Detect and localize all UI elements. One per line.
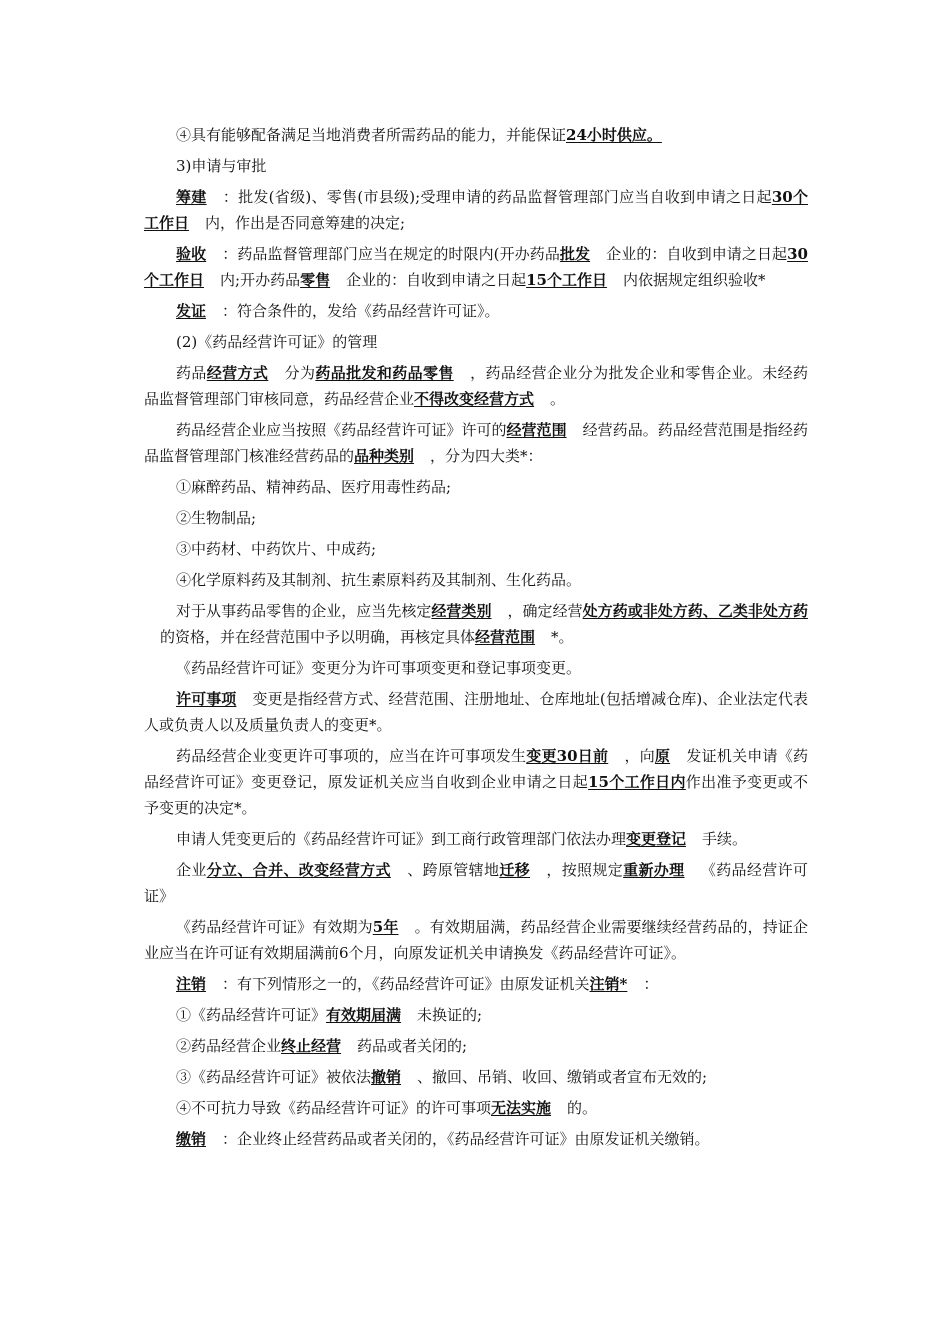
highlight-term: 品种类别 — [354, 447, 415, 465]
list-item: ①麻醉药品、精神药品、医疗用毒性药品; — [176, 478, 452, 496]
highlight-term: 24小时供应。 — [566, 126, 662, 144]
paragraph: 申请人凭变更后的《药品经营许可证》到工商行政管理部门依法办理变更登记 手续。 — [176, 830, 748, 848]
highlight-term: 30个工作日 — [144, 188, 808, 232]
paragraph: 注销 ：有下列情形之一的，《药品经营许可证》由原发证机关注销* ： — [176, 975, 659, 993]
highlight-term: 处方药或非处方药、乙类非处方药 — [582, 602, 808, 620]
highlight-term: 发证 — [176, 302, 207, 320]
list-item: ②生物制品; — [176, 509, 257, 527]
list-item: ③《药品经营许可证》被依法撤销 、撤回、吊销、收回、缴销或者宣布无效的; — [176, 1068, 708, 1086]
paragraph: 缴销 ：企业终止经营药品或者关闭的，《药品经营许可证》由原发证机关缴销。 — [176, 1130, 710, 1148]
highlight-term: 撤销 — [371, 1068, 402, 1086]
highlight-term: 注销* — [589, 975, 628, 993]
highlight-term: 许可事项 — [176, 690, 237, 708]
list-item: ①《药品经营许可证》有效期届满 未换证的; — [176, 1006, 483, 1024]
highlight-term: 筹建 — [176, 188, 207, 206]
paragraph: 药品经营企业变更许可事项的，应当在许可事项发生变更30日前 ，向原 发证机关申请《药品经营许可证》变更登记，原发证机关应当自收到企业申请之日起15个工作日内作出准予变更或不予变更的决定*。 — [144, 747, 808, 817]
paragraph: 《药品经营许可证》有效期为5年 。有效期届满，药品经营企业需要继续经营药品的，持证企业应当在许可证有效期届满前6个月，向原发证机关申请换发《药品经营许可证》。 — [144, 918, 808, 962]
highlight-term: 5年 — [372, 918, 399, 936]
highlight-term: 注销 — [176, 975, 207, 993]
highlight-term: 验收 — [176, 245, 207, 263]
paragraph: 发证 ：符合条件的，发给《药品经营许可证》。 — [176, 302, 500, 320]
paragraph: 《药品经营许可证》变更分为许可事项变更和登记事项变更。 — [176, 659, 582, 677]
paragraph: 企业分立、合并、改变经营方式 、跨原管辖地迁移 ，按照规定重新办理 《药品经营许可证》 — [144, 861, 808, 905]
list-item: ④不可抗力导致《药品经营许可证》的许可事项无法实施 的。 — [176, 1099, 598, 1117]
highlight-term: 重新办理 — [623, 861, 685, 879]
highlight-term: 不得改变经营方式 — [414, 390, 535, 408]
highlight-term: 终止经营 — [281, 1037, 342, 1055]
section-heading: 3)申请与审批 — [176, 157, 267, 175]
paragraph: 药品经营方式 分为药品批发和药品零售 ，药品经营企业分为批发企业和零售企业。未经药品监督管理部门审核同意，药品经营企业不得改变经营方式 。 — [144, 364, 808, 408]
highlight-term: 经营范围 — [506, 421, 567, 439]
highlight-term: 分立、合并、改变经营方式 — [206, 861, 391, 879]
highlight-term: 变更登记 — [626, 830, 687, 848]
highlight-term: 15个工作日 — [526, 271, 607, 289]
highlight-term: 无法实施 — [491, 1099, 552, 1117]
highlight-term: 经营范围 — [475, 628, 536, 646]
paragraph: 筹建 ：批发(省级)、零售(市县级);受理申请的药品监督管理部门应当自收到申请之日起30个工作日 内，作出是否同意筹建的决定; — [144, 188, 808, 232]
highlight-term: 经营方式 — [206, 364, 269, 382]
highlight-term: 批发 — [559, 245, 591, 263]
list-item: ②药品经营企业终止经营 药品或者关闭的; — [176, 1037, 468, 1055]
highlight-term: 药品批发和药品零售 — [315, 364, 454, 382]
paragraph: 对于从事药品零售的企业，应当先核定经营类别 ，确定经营处方药或非处方药、乙类非处方药的资格，并在经营范围中予以明确，再核定具体经营范围 *。 — [160, 602, 808, 646]
highlight-term: 30个工作日 — [144, 245, 808, 289]
paragraph: 许可事项 变更是指经营方式、经营范围、注册地址、仓库地址(包括增减仓库)、企业法定代表人或负责人以及质量负责人的变更*。 — [144, 690, 808, 734]
highlight-term: 15个工作日内 — [588, 773, 686, 791]
paragraph: 验收 ：药品监督管理部门应当在规定的时限内(开办药品批发 企业的：自收到申请之日起30个工作日 内;开办药品零售 企业的：自收到申请之日起15个工作日 内依据规定组织验收* — [144, 245, 808, 289]
highlight-term: 有效期届满 — [326, 1006, 402, 1024]
list-item: ④化学原料药及其制剂、抗生素原料药及其制剂、生化药品。 — [176, 571, 582, 589]
highlight-term: 缴销 — [176, 1130, 207, 1148]
highlight-term: 迁移 — [499, 861, 531, 879]
section-heading: (2)《药品经营许可证》的管理 — [176, 333, 378, 351]
document-page — [144, 122, 808, 1157]
paragraph: 药品经营企业应当按照《药品经营许可证》许可的经营范围 经营药品。药品经营范围是指经药品监督管理部门核准经营药品的品种类别 ，分为四大类*： — [144, 421, 808, 465]
highlight-term: 零售 — [300, 271, 331, 289]
highlight-term: 原 — [654, 747, 671, 765]
highlight-term: 变更30日前 — [526, 747, 609, 765]
list-item: ③中药材、中药饮片、中成药; — [176, 540, 377, 558]
paragraph: ④具有能够配备满足当地消费者所需药品的能力，并能保证24小时供应。 — [176, 126, 662, 144]
highlight-term: 经营类别 — [431, 602, 492, 620]
